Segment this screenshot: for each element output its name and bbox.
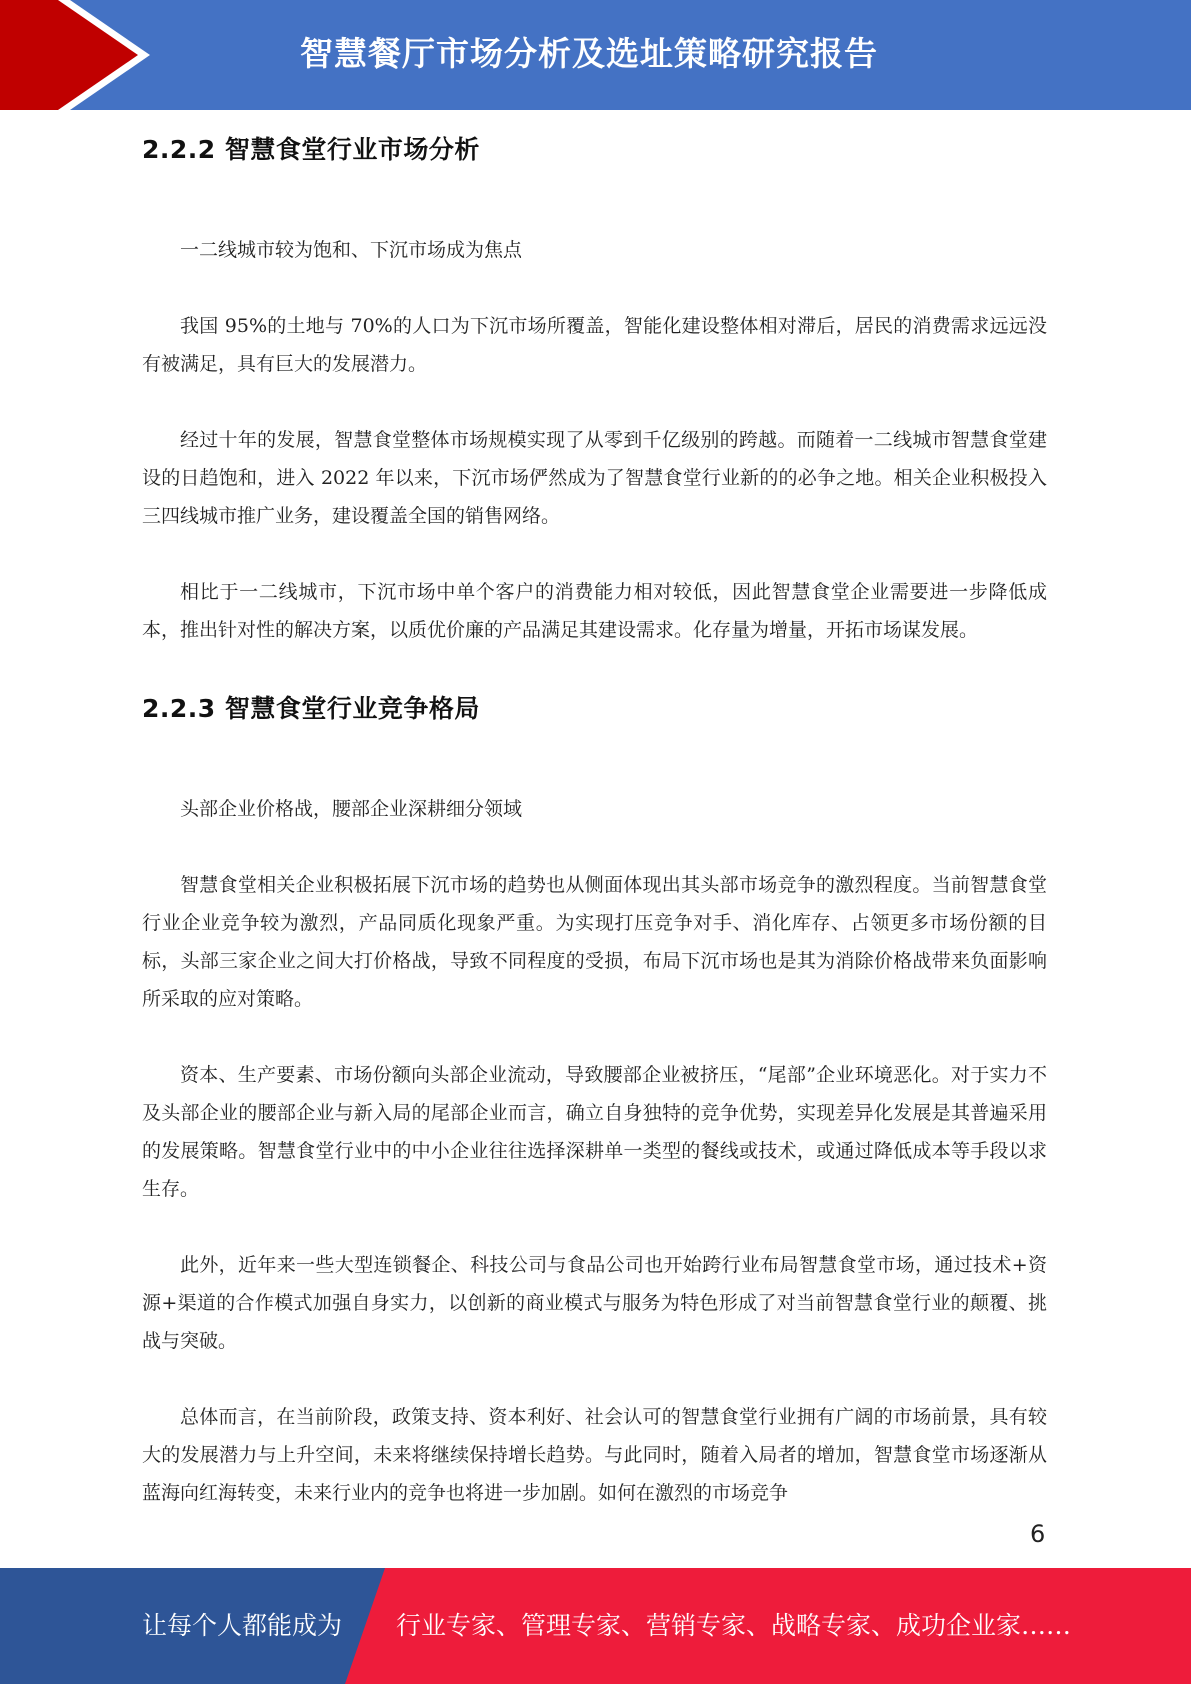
- footer-slogan-right: 行业专家、管理专家、营销专家、战略专家、成功企业家……: [396, 1611, 1072, 1640]
- main-content: [142, 130, 1047, 1512]
- section-heading-competition: 2.2.3 智慧食堂行业竞争格局: [142, 694, 480, 723]
- paragraph: 经过十年的发展，智慧食堂整体市场规模实现了从零到千亿级别的跨越。而随着一二线城市智慧食堂建设的日趋饱和，进入 2022 年以来，下沉市场俨然成为了智慧食堂行业新的的必争之地。相关企业积极投入三四线城市推广业务，建设覆盖全国的销售网络。: [142, 429, 1047, 527]
- paragraph: 资本、生产要素、市场份额向头部企业流动，导致腰部企业被挤压，“尾部”企业环境恶化。对于实力不及头部企业的腰部企业与新入局的尾部企业而言，确立自身独特的竞争优势，实现差异化发展是其普遍采用的发展策略。智慧食堂行业中的中小企业往往选择深耕单一类型的餐线或技术，或通过降低成本等手段以求生存。: [142, 1064, 1047, 1200]
- paragraph: 总体而言，在当前阶段，政策支持、资本利好、社会认可的智慧食堂行业拥有广阔的市场前景，具有较大的发展潜力与上升空间，未来将继续保持增长趋势。与此同时，随着入局者的增加，智慧食堂市场逐渐从蓝海向红海转变，未来行业内的竞争也将进一步加剧。如何在激烈的市场竞争: [142, 1406, 1047, 1504]
- paragraph-subheading: 头部企业价格战，腰部企业深耕细分领域: [180, 798, 523, 820]
- page-number: 6: [1030, 1520, 1046, 1548]
- footer-slogan-left: 让每个人都能成为: [142, 1611, 343, 1640]
- paragraph-subheading: 一二线城市较为饱和、下沉市场成为焦点: [180, 239, 523, 261]
- page-header: [0, 0, 1191, 110]
- header-arrow-decoration: [0, 0, 160, 110]
- paragraph: 我国 95%的土地与 70%的人口为下沉市场所覆盖，智能化建设整体相对滞后，居民的消费需求远远没有被满足，具有巨大的发展潜力。: [142, 315, 1047, 375]
- paragraph: 相比于一二线城市，下沉市场中单个客户的消费能力相对较低，因此智慧食堂企业需要进一步降低成本，推出针对性的解决方案，以质优价廉的产品满足其建设需求。化存量为增量，开拓市场谋发展。: [142, 581, 1047, 641]
- paragraph: 此外，近年来一些大型连锁餐企、科技公司与食品公司也开始跨行业布局智慧食堂市场，通过技术+资源+渠道的合作模式加强自身实力，以创新的商业模式与服务为特色形成了对当前智慧食堂行业的颠覆、挑战与突破。: [142, 1254, 1047, 1352]
- section-heading-market-analysis: 2.2.2 智慧食堂行业市场分析: [142, 135, 480, 164]
- paragraph: 智慧食堂相关企业积极拓展下沉市场的趋势也从侧面体现出其头部市场竞争的激烈程度。当前智慧食堂行业企业竞争较为激烈，产品同质化现象严重。为实现打压竞争对手、消化库存、占领更多市场份额的目标，头部三家企业之间大打价格战，导致不同程度的受损，布局下沉市场也是其为消除价格战带来负面影响所采取的应对策略。: [142, 874, 1047, 1010]
- page-footer: [0, 1568, 1191, 1684]
- report-title: 智慧餐厅市场分析及选址策略研究报告: [300, 34, 878, 73]
